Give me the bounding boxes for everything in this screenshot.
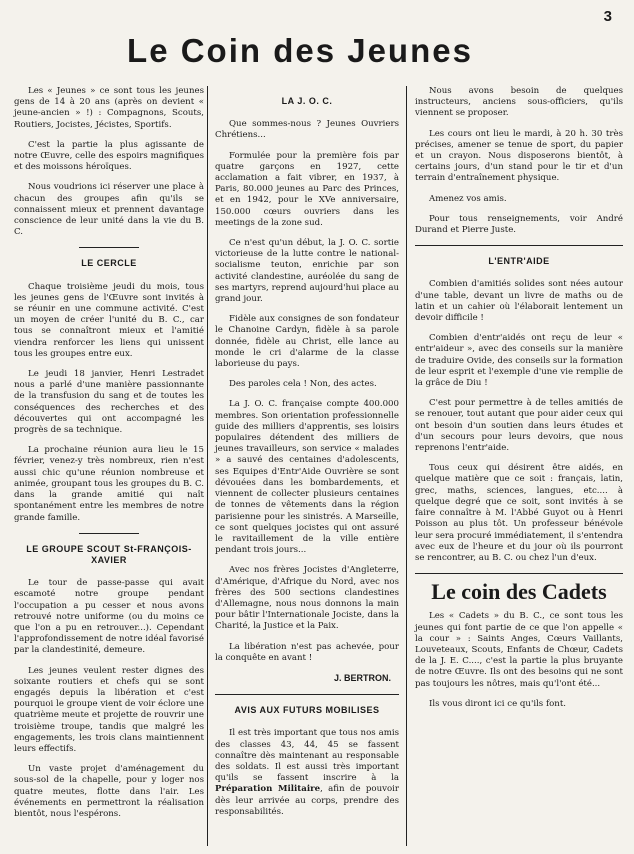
section-title-entraide: L'ENTR'AIDE xyxy=(488,256,550,267)
joc-paragraph: Formulée pour la première fois par quatre garçons en 1927, cette acclamation a fait vibrer, en 1937, à Paris, 80.000 jeunes au Parc des Princes, et en 1942, pour le XVe anniversaire, 150.000 cœurs ouvriers dans les meetings de la zone sud. xyxy=(215,150,399,228)
divider xyxy=(215,694,399,695)
cadets-paragraph: Ils vous diront ici ce qu'ils font. xyxy=(429,698,567,709)
section-title-joc: LA J. O. C. xyxy=(281,96,333,106)
entraide-paragraph: Combien d'entr'aidés ont reçu de leur « entr'aideur », avec des conseils sur la manière de traduire Ovide, des conseils sur la formation de leur esprit et l'exemple d'une vie remplie de la grâce de Diu ! xyxy=(415,333,623,389)
mobilises-text: , afin de pouvoir dès leur arrivée au corps, prendre des responsabilités. xyxy=(215,784,399,817)
column-right xyxy=(415,86,623,719)
mobilises-emphasis: Préparation Militaire xyxy=(215,784,321,795)
scout-paragraph: Les jeunes veulent rester dignes des soixante routiers et chefs qui se sont engagés depuis la libération et c'est pourquoi le groupe vient de voir éclore une quatrième meute et projette de rouvrir une troisième troupe, tandis que malgré les engagements, les trois clans maintiennent leurs effectifs. xyxy=(14,665,204,754)
column-middle xyxy=(207,86,407,846)
divider xyxy=(415,245,623,246)
joc-paragraph: Ce n'est qu'un début, la J. O. C. sortie victorieuse de la lutte contre le national-socialisme teuton, enrichie par son activité clandestine, auréolée du sang de ses martyrs, reprend aujourd'hui place au grand jour. xyxy=(215,238,399,305)
joc-paragraph: Fidèle aux consignes de son fondateur le Chanoine Cardyn, fidèle à sa parole donnée, fidèle au Christ, elle lance au monde le cri d'alarme de la classe laborieuse du pays. xyxy=(215,314,399,370)
joc-paragraph: Que sommes-nous ? Jeunes Ouvriers Chrétiens... xyxy=(215,119,399,141)
section-title-scout: LE GROUPE SCOUT St-FRANÇOIS-XAVIER xyxy=(26,543,192,565)
cadets-paragraph: Les « Cadets » du B. C., ce sont tous les jeunes qui font partie de ce que l'on appelle « la cour » : Saints Anges, Cœurs Vaillants, Louveteaux, Scouts, Enfants de Chœur, Cadets de la J. E. C...., c'est la partie la plus bruyante de notre Œuvre. Ils ont des besoins qui ne sont pas toujours les nôtres, mais qu'l'ont été... xyxy=(415,611,623,689)
intro-paragraph: Les « Jeunes » ce sont tous les jeunes gens de 14 à 20 ans (après on devient « jeune-ancien » !) : Compagnons, Scouts, Routiers, Jocistes, Jécistes, Sportifs. xyxy=(14,86,204,130)
scout-paragraph: Un vaste projet d'aménagement du sous-sol de la chapelle, pour y loger nos quatre meutes, flotte dans l'air. Les événements en permettront la réalisation bientôt, nous l'espérons. xyxy=(14,764,204,819)
divider xyxy=(415,573,623,574)
joc-paragraph: La libération n'est pas achevée, pour la conquête en avant ! xyxy=(215,641,399,663)
joc-signature: J. BERTRON. xyxy=(333,672,391,683)
divider xyxy=(79,247,139,248)
instructeurs-paragraph: Amenez vos amis. xyxy=(429,193,507,204)
section-title-cercle: LE CERCLE xyxy=(81,258,137,269)
section-title-mobilises: AVIS AUX FUTURS MOBILISES xyxy=(234,705,380,716)
masthead-title: Le Coin des Jeunes xyxy=(127,32,473,69)
intro-paragraph: C'est la partie la plus agissante de notre Œuvre, celle des espoirs magnifiques et des moissons héroïques. xyxy=(14,139,204,173)
joc-paragraph: Des paroles cela ! Non, des actes. xyxy=(229,379,377,390)
divider xyxy=(79,533,139,534)
cercle-paragraph: La prochaine réunion aura lieu le 15 février, venez-y très nombreux, rien n'est aussi chic qu'une réunion nombreuse et animée, groupant tous les groupes du B. C. dans la grande amitié qui naît spontanément entre les membres de notre grande famille. xyxy=(14,445,204,523)
instructeurs-paragraph: Nous avons besoin de quelques instructeurs, anciens sous-officiers, qu'ils viennent se proposer. xyxy=(415,86,623,119)
entraide-paragraph: Tous ceux qui désirent être aidés, en quelque matière que ce soit : français, latin, grec, maths, sciences, langues, etc.... à quelque degré que ce soit, sont invités à se faire connaître à M. l'Abbé Guyot ou à Henri Poisson au plus tôt. Un professeur bénévole leur sera procuré immédiatement, il s'entendra avec eux de l'heure et du jour où ils pourront se rencontrer, au B. C. ou chez l'un d'eux. xyxy=(415,463,623,563)
cercle-paragraph: Le jeudi 18 janvier, Henri Lestradet nous a parlé d'une manière passionnante de la transfusion du sang et de toutes les conséquences des recherches et des découvertes qui ont accompagné les progrès de sa technique. xyxy=(14,369,204,436)
instructeurs-paragraph: Pour tous renseignements, voir André Durand et Pierre Juste. xyxy=(415,213,623,236)
section-title-cadets: Le coin des Cadets xyxy=(431,579,607,605)
scout-paragraph: Le tour de passe-passe qui avait escamoté notre groupe pendant l'occupation a pu cesser et nous avons retrouvé notre uniforme (ou du moins ce que l'on a pu en retrouver...). Cependant l'approfondissement de notre idéal favorisé par la clandestinité, demeure. xyxy=(14,578,204,656)
joc-paragraph: Avec nos frères Jocistes d'Angleterre, d'Amérique, d'Afrique du Nord, avec nos frères des 500 sections clandestines d'Allemagne, nous nous donnons la main pour bâtir l'Internationale Jociste, dans la Charité, la Justice et la Paix. xyxy=(215,565,399,632)
mobilises-text: Il est très important que tous nos amis des classes 43, 44, 45 se fassent connaître dès maintenant au responsable des soldats. Il est aussi très important qu'ils se fassent inscrire à la xyxy=(215,728,399,784)
mobilises-paragraph xyxy=(215,728,399,818)
column-left xyxy=(14,86,204,829)
entraide-paragraph: C'est pour permettre à de telles amitiés de se renouer, tout autant que pour aider ceux qui ont besoin d'un soutien dans leurs études et d'un secours pour leurs devoirs, que nous reprenons l'entr'aide. xyxy=(415,398,623,454)
instructeurs-paragraph: Les cours ont lieu le mardi, à 20 h. 30 très précises, amener se tenue de sport, du papier et un crayon. Nous disposerons bientôt, à certains jours, d'un stand pour le tir et d'un terrain d'entraînement physique. xyxy=(415,128,623,184)
page-number: 3 xyxy=(603,8,612,25)
entraide-paragraph: Combien d'amitiés solides sont nées autour d'une table, devant un livre de maths ou de latin et un cahier où l'élaborait lentement un devoir difficile ! xyxy=(415,279,623,324)
joc-paragraph: La J. O. C. française compte 400.000 membres. Son orientation professionnelle guide des milliers d'apprentis, ses loisirs populaires détendent des milliers de jeunes travailleurs, son service « malades » a sauvé des centaines d'adolescents, ses Equipes d'Entr'Aide Ouvrière se sont dévouées dans les bombardements, et viennent de collecter plusieurs centaines de tonnes de vêtements dans la région parisienne pour les sinistrés. A Marseille, ce sont quelques jocistes qui ont assuré le ravitaillement de la ville entière pendant trois jours... xyxy=(215,399,399,556)
intro-paragraph: Nous voudrions ici réserver une place à chacun des groupes afin qu'ils se connaissent mieux et prennent davantage conscience de leur unité dans la vie du B. C. xyxy=(14,182,204,238)
cercle-paragraph: Chaque troisième jeudi du mois, tous les jeunes gens de l'Œuvre sont invités à se réunir en une commune activité. C'est un moyen de créer l'unité du B. C., car tous se connaîtront mieux et l'amitié viendra renforcer les liens qui unissent tous les groupes entre eux. xyxy=(14,281,204,359)
